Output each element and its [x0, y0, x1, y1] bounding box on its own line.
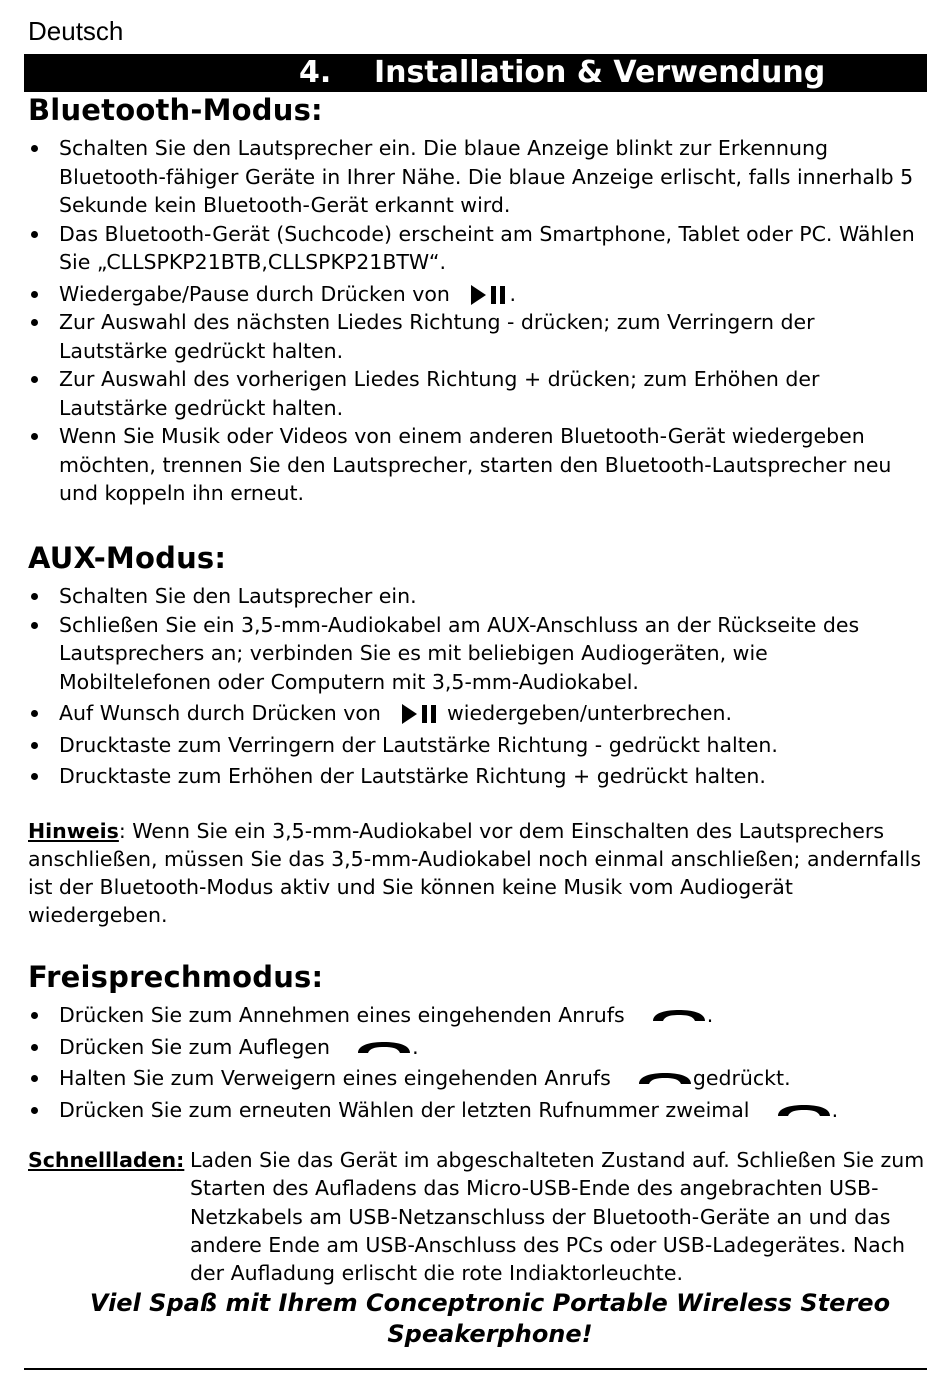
list-item: Wenn Sie Musik oder Videos von einem anderen Bluetooth-Gerät wiedergeben möchten, trennen Sie den Lautsprecher, starten den Bluetooth-Lautsprecher neu und koppeln ihn erneut. — [28, 422, 918, 508]
bluetooth-list — [28, 134, 918, 508]
charging-text: Laden Sie das Gerät im abgeschalteten Zustand auf. Schließen Sie zum Starten des Aufladens das Micro-USB-Ende des angebrachten USB-Netzkabels am USB-Netzanschluss der Bluetooth-Geräte an und das andere Ende am USB-Anschluss des PCs oder USB-Ladegerätes. Nach der Aufladung erlischt die rote Indiaktorleuchte. — [190, 1148, 925, 1286]
list-item: Zur Auswahl des vorherigen Liedes Richtung + drücken; zum Erhöhen der Lautstärke gedrückt halten. — [28, 365, 918, 422]
list-item: Schalten Sie den Lautsprecher ein. — [28, 582, 918, 611]
phone-handset-icon — [651, 1009, 707, 1023]
note-paragraph — [28, 817, 928, 929]
list-item: Drücken Sie zum Auflegen . — [28, 1033, 918, 1062]
closing-line-1: Viel Spaß mit Ihrem Conceptronic Portable Wireless Stereo — [89, 1289, 891, 1317]
bluetooth-heading: Bluetooth-Modus: — [28, 93, 323, 127]
aux-heading: AUX-Modus: — [28, 541, 227, 575]
phone-handset-icon — [637, 1072, 693, 1086]
footer-divider — [24, 1368, 927, 1370]
list-item: Drucktaste zum Verringern der Lautstärke Richtung - gedrückt halten. — [28, 731, 918, 760]
list-item: Drucktaste zum Erhöhen der Lautstärke Richtung + gedrückt halten. — [28, 762, 918, 791]
list-item: Zur Auswahl des nächsten Liedes Richtung - drücken; zum Verringern der Lautstärke gedrückt halten. — [28, 308, 918, 365]
list-item: Drücken Sie zum Annehmen eines eingehenden Anrufs . — [28, 1001, 918, 1030]
list-item: Das Bluetooth-Gerät (Suchcode) erscheint am Smartphone, Tablet oder PC. Wählen Sie „CLLSPKP21BTB,CLLSPKP21BTW“. — [28, 220, 918, 277]
list-item: Drücken Sie zum erneuten Wählen der letzten Rufnummer zweimal . — [28, 1096, 918, 1125]
list-item: Schalten Sie den Lautsprecher ein. Die blaue Anzeige blinkt zur Erkennung Bluetooth-fähiger Geräte in Ihrer Nähe. Die blaue Anzeige erlischt, falls innerhalb 5 Sekunde kein Bluetooth-Gerät erkannt wird. — [28, 134, 918, 220]
section-number: 4. — [299, 55, 332, 90]
closing-message — [40, 1288, 940, 1350]
note-label: Hinweis — [28, 819, 119, 843]
closing-line-2: Speakerphone! — [387, 1320, 593, 1348]
play-pause-icon — [469, 284, 509, 306]
language-label: Deutsch — [28, 16, 124, 46]
play-pause-icon — [400, 703, 440, 725]
section-title: Installation & Verwendung — [374, 55, 826, 90]
list-item: Wiedergabe/Pause durch Drücken von . — [28, 280, 918, 309]
note-text: : Wenn Sie ein 3,5-mm-Audiokabel vor dem Einschalten des Lautsprechers anschließen, müssen Sie das 3,5-mm-Audiokabel noch einmal anschließen; andernfalls ist der Bluetooth-Modus aktiv und Sie können keine Musik vom Audiogerät wiedergeben. — [28, 819, 922, 927]
handsfree-list — [28, 1001, 918, 1124]
section-banner — [24, 54, 927, 92]
list-item: Halten Sie zum Verweigern eines eingehenden Anrufs gedrückt. — [28, 1064, 918, 1093]
phone-handset-icon — [356, 1041, 412, 1055]
list-item: Auf Wunsch durch Drücken von wiedergeben/unterbrechen. — [28, 699, 918, 728]
handsfree-heading: Freisprechmodus: — [28, 960, 324, 994]
charging-label: Schnellladen: — [28, 1148, 185, 1172]
list-item: Schließen Sie ein 3,5-mm-Audiokabel am AUX-Anschluss an der Rückseite des Lautsprechers an; verbinden Sie es mit beliebigen Audiogeräten, wie Mobiltelefonen oder Computern mit 3,5-mm-Audiokabel. — [28, 611, 918, 697]
aux-list — [28, 582, 918, 791]
phone-handset-icon — [776, 1104, 832, 1118]
